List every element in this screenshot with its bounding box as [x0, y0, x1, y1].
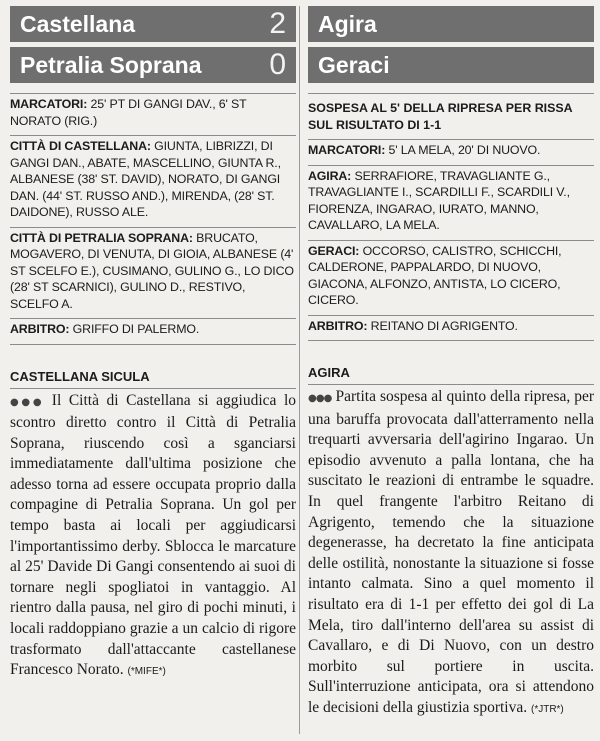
home-team-name: Castellana: [20, 11, 136, 37]
author-signature: (*MIFE*): [127, 666, 166, 678]
match-sheet: [10, 93, 296, 345]
home-team-name: Agira: [318, 11, 377, 37]
author-signature: (*JTR*): [530, 703, 564, 715]
suspension-headline: SOSPESA AL 5' DELLA RIPRESA PER RISSA SUL RISULTATO DI 1-1: [308, 93, 594, 140]
column-divider: [299, 6, 300, 734]
away-team-bar: [10, 47, 296, 83]
article-body: ●●● Il Città di Castellana si aggiudica lo scontro diretto contro il Città di Petralia Soprana, riuscendo così a sganciarsi immediatamente dall'ultima posizione che adesso torna ad essere occupata proprio dalla compagine di Petralia Soprana. Un gol per tempo basta ai locali per aggiudicarsi l'importantissimo derby. Sblocca le marcature al 25' Davide Di Gangi consentendo ai suoi di tornare negli spogliatoi in vantaggio. Al rientro dalla pausa, nel giro di pochi minuti, i locali raddoppiano grazie a un calcio di rigore trasformato dall'attaccante castellanese Francesco Norato. (*MIFE*): [10, 391, 297, 679]
away-team-score: 0: [269, 48, 286, 81]
home-team-score: 2: [269, 7, 286, 40]
away-team-bar: [308, 47, 594, 83]
home-lineup: AGIRA: SERRAFIORE, TRAVAGLIANTE G., TRAVAGLIANTE I., SCARDILLI F., SCARDILI V., FIORENZA, INGARAO, IURATO, MANNO, CAVALLARO, LA MELA.: [308, 166, 594, 241]
scorers: MARCATORI: 25' PT DI GANGI DAV., 6' ST NORATO (RIG.): [10, 93, 296, 136]
article-body: ●●● Partita sospesa al quinto della ripresa, per una baruffa provocata dall'atterramento nella trequarti avversaria dell'agirino Ingarao. Un episodio avvenuto a palla lontana, che ha suscitato le reazioni di entrambe le squadre. In quel frangente l'arbitro Reitano di Agrigento, temendo che la situazione degenerasse, ha decretato la fine anticipata delle ostilità, nonostante la situazione si fosse intanto calmata. Sino a quel momento il risultato era di 1-1 per effetto dei gol di La Mela, tiro dall'interno dell'area su assist di Cavallaro, e di Di Nuovo, con un destro morbito sul portiere in uscita. Sull'interruzione anticipata, ora si attendono le decisioni della giustizia sportiva. (*JTR*): [308, 388, 595, 716]
section-title: AGIRA: [308, 365, 594, 385]
bullet-icon: ●●●: [308, 393, 332, 404]
away-team-name: Geraci: [318, 52, 390, 78]
away-team-name: Petralia Soprana: [20, 52, 202, 78]
scorers: MARCATORI: 5' LA MELA, 20' DI NUOVO.: [308, 140, 594, 166]
bullet-icon: ●●●: [10, 396, 45, 408]
away-lineup: GERACI: OCCORSO, CALISTRO, SCHICCHI, CALDERONE, PAPPALARDO, DI NUOVO, GIACONA, ALFONZO, ANTISTA, LO CICERO, CICERO.: [308, 241, 594, 316]
home-team-bar: [308, 6, 594, 42]
match-sheet: [308, 93, 594, 341]
home-team-bar: [10, 6, 296, 42]
match-castellana-petralia: [10, 6, 296, 683]
section-title: CASTELLANA SICULA: [10, 369, 296, 389]
match-agira-geraci: [308, 6, 594, 721]
home-lineup: CITTÀ DI CASTELLANA: GIUNTA, LIBRIZZI, DI GANGI DAN., ABATE, MASCELLINO, GIUNTA R., ALBANESE (38' ST. DAVID), NORATO, DI GANGI DAN. (44' ST. RUSSO AND.), MIRENDA, (28' ST. DAIDONE), RUSSO ALE.: [10, 136, 296, 228]
referee: ARBITRO: REITANO DI AGRIGENTO.: [308, 316, 594, 342]
referee: ARBITRO: GRIFFO DI PALERMO.: [10, 319, 296, 345]
away-lineup: CITTÀ DI PETRALIA SOPRANA: BRUCATO, MOGAVERO, DI VENUTA, DI GIOIA, ALBANESE (4' ST SCELFO E.), CUSIMANO, GULINO G., LO DICO (28' ST SCARNICI), GULINO D., RESTIVO, SCELFO A.: [10, 228, 296, 320]
